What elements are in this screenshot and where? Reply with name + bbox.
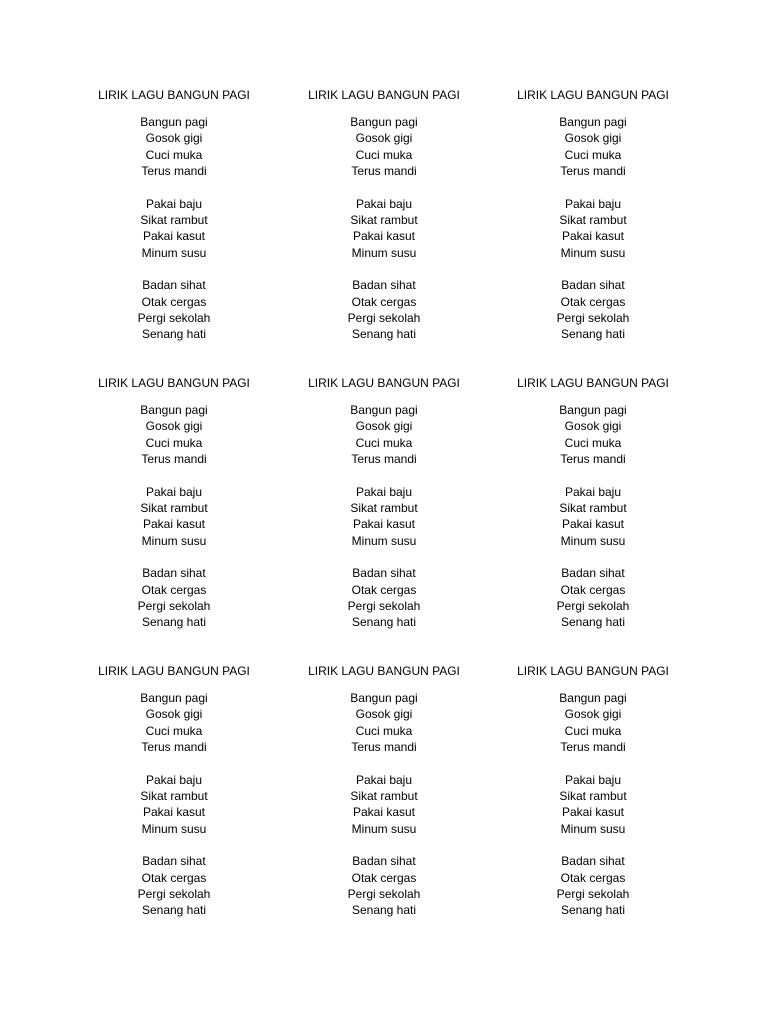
lyrics-line: Gosok gigi bbox=[564, 131, 622, 146]
lyrics-line: Gosok gigi bbox=[145, 419, 203, 434]
lyrics-line: Pakai baju bbox=[145, 484, 203, 499]
lyrics-line: Minum susu bbox=[560, 245, 626, 260]
lyrics-stanza bbox=[488, 484, 698, 550]
lyrics-line: Senang hati bbox=[351, 903, 417, 918]
lyrics-line: Terus mandi bbox=[560, 740, 626, 755]
lyrics-stanza bbox=[69, 690, 279, 756]
lyrics-line: Bangun pagi bbox=[559, 115, 627, 129]
lyrics-line: Pakai kasut bbox=[352, 805, 416, 820]
lyrics-stanza bbox=[69, 484, 279, 550]
lyrics-title: LIRIK LAGU BANGUN PAGI bbox=[308, 664, 460, 678]
lyrics-line: Senang hati bbox=[560, 903, 626, 918]
lyrics-line: Bangun pagi bbox=[350, 691, 418, 705]
lyrics-stanza bbox=[488, 196, 698, 262]
lyrics-line: Terus mandi bbox=[351, 164, 417, 179]
lyrics-line: Badan sihat bbox=[142, 854, 206, 869]
lyrics-line: Terus mandi bbox=[141, 740, 207, 755]
lyrics-line: Senang hati bbox=[351, 327, 417, 342]
lyrics-line: Terus mandi bbox=[141, 452, 207, 467]
lyrics-stanza bbox=[69, 277, 279, 343]
lyrics-line: Terus mandi bbox=[560, 452, 626, 467]
lyrics-block bbox=[279, 87, 489, 343]
lyrics-stanza bbox=[279, 277, 489, 343]
lyrics-line: Sikat rambut bbox=[350, 212, 418, 227]
lyrics-line: Cuci muka bbox=[145, 723, 203, 738]
lyrics-stanza bbox=[279, 772, 489, 838]
lyrics-stanza bbox=[279, 196, 489, 262]
lyrics-line: Cuci muka bbox=[355, 147, 413, 162]
lyrics-stanza bbox=[488, 402, 698, 468]
lyrics-line: Minum susu bbox=[141, 821, 207, 836]
lyrics-line: Gosok gigi bbox=[355, 419, 413, 434]
lyrics-line: Badan sihat bbox=[561, 854, 625, 869]
lyrics-stanza bbox=[488, 690, 698, 756]
lyrics-line: Pakai baju bbox=[564, 484, 622, 499]
lyrics-line: Sikat rambut bbox=[559, 500, 627, 515]
lyrics-line: Pakai baju bbox=[145, 772, 203, 787]
lyrics-line: Senang hati bbox=[141, 615, 207, 630]
lyrics-line: Cuci muka bbox=[145, 435, 203, 450]
lyrics-line: Bangun pagi bbox=[140, 691, 208, 705]
lyrics-line: Sikat rambut bbox=[140, 212, 208, 227]
lyrics-line: Pakai baju bbox=[355, 196, 413, 211]
lyrics-stanza bbox=[279, 690, 489, 756]
lyrics-line: Minum susu bbox=[141, 533, 207, 548]
lyrics-line: Badan sihat bbox=[352, 278, 416, 293]
lyrics-stanza bbox=[69, 402, 279, 468]
lyrics-line: Terus mandi bbox=[351, 452, 417, 467]
lyrics-line: Bangun pagi bbox=[140, 115, 208, 129]
lyrics-block bbox=[488, 663, 698, 919]
lyrics-block bbox=[69, 663, 279, 919]
lyrics-stanza bbox=[279, 402, 489, 468]
lyrics-title: LIRIK LAGU BANGUN PAGI bbox=[308, 376, 460, 390]
lyrics-line: Cuci muka bbox=[564, 435, 622, 450]
lyrics-block bbox=[69, 87, 279, 343]
lyrics-line: Pakai baju bbox=[564, 196, 622, 211]
lyrics-title: LIRIK LAGU BANGUN PAGI bbox=[98, 664, 250, 678]
lyrics-line: Badan sihat bbox=[561, 566, 625, 581]
lyrics-stanza bbox=[279, 484, 489, 550]
lyrics-title: LIRIK LAGU BANGUN PAGI bbox=[517, 664, 669, 678]
lyrics-line: Pergi sekolah bbox=[556, 598, 630, 613]
lyrics-line: Pergi sekolah bbox=[137, 310, 211, 325]
lyrics-line: Cuci muka bbox=[355, 723, 413, 738]
lyrics-block bbox=[488, 87, 698, 343]
lyrics-line: Pakai kasut bbox=[142, 229, 206, 244]
lyrics-line: Minum susu bbox=[560, 821, 626, 836]
lyrics-line: Cuci muka bbox=[564, 723, 622, 738]
lyrics-stanza bbox=[69, 853, 279, 919]
lyrics-line: Pergi sekolah bbox=[137, 598, 211, 613]
lyrics-line: Senang hati bbox=[351, 615, 417, 630]
lyrics-line: Sikat rambut bbox=[559, 788, 627, 803]
lyrics-block bbox=[488, 375, 698, 631]
lyrics-line: Pergi sekolah bbox=[556, 310, 630, 325]
lyrics-line: Otak cergas bbox=[141, 870, 207, 885]
lyrics-line: Bangun pagi bbox=[559, 691, 627, 705]
lyrics-line: Terus mandi bbox=[560, 164, 626, 179]
lyrics-line: Pakai kasut bbox=[561, 517, 625, 532]
lyrics-line: Pakai baju bbox=[564, 772, 622, 787]
lyrics-line: Pakai kasut bbox=[142, 517, 206, 532]
lyrics-line: Pergi sekolah bbox=[347, 886, 421, 901]
lyrics-line: Otak cergas bbox=[141, 582, 207, 597]
lyrics-line: Pakai baju bbox=[355, 484, 413, 499]
lyrics-line: Gosok gigi bbox=[145, 707, 203, 722]
lyrics-line: Bangun pagi bbox=[140, 403, 208, 417]
lyrics-line: Pergi sekolah bbox=[556, 886, 630, 901]
lyrics-line: Pakai kasut bbox=[561, 805, 625, 820]
lyrics-line: Cuci muka bbox=[355, 435, 413, 450]
lyrics-stanza bbox=[69, 772, 279, 838]
lyrics-line: Pergi sekolah bbox=[347, 598, 421, 613]
lyrics-stanza bbox=[69, 565, 279, 631]
lyrics-line: Senang hati bbox=[141, 327, 207, 342]
lyrics-line: Senang hati bbox=[141, 903, 207, 918]
lyrics-stanza bbox=[69, 114, 279, 180]
lyrics-block bbox=[279, 375, 489, 631]
lyrics-stanza bbox=[279, 114, 489, 180]
lyrics-title: LIRIK LAGU BANGUN PAGI bbox=[517, 88, 669, 102]
lyrics-line: Badan sihat bbox=[142, 278, 206, 293]
lyrics-line: Bangun pagi bbox=[559, 403, 627, 417]
lyrics-stanza bbox=[488, 853, 698, 919]
lyrics-line: Pakai kasut bbox=[561, 229, 625, 244]
lyrics-line: Terus mandi bbox=[141, 164, 207, 179]
lyrics-title: LIRIK LAGU BANGUN PAGI bbox=[98, 376, 250, 390]
lyrics-line: Pakai baju bbox=[355, 772, 413, 787]
lyrics-line: Gosok gigi bbox=[564, 419, 622, 434]
lyrics-title: LIRIK LAGU BANGUN PAGI bbox=[308, 88, 460, 102]
lyrics-line: Sikat rambut bbox=[559, 212, 627, 227]
lyrics-line: Badan sihat bbox=[352, 566, 416, 581]
lyrics-line: Badan sihat bbox=[352, 854, 416, 869]
lyrics-line: Minum susu bbox=[351, 533, 417, 548]
lyrics-block bbox=[69, 375, 279, 631]
lyrics-stanza bbox=[488, 565, 698, 631]
lyrics-line: Minum susu bbox=[560, 533, 626, 548]
lyrics-line: Otak cergas bbox=[351, 294, 417, 309]
lyrics-line: Gosok gigi bbox=[355, 707, 413, 722]
lyrics-stanza bbox=[69, 196, 279, 262]
lyrics-line: Pakai kasut bbox=[352, 229, 416, 244]
lyrics-line: Pakai kasut bbox=[352, 517, 416, 532]
lyrics-line: Gosok gigi bbox=[355, 131, 413, 146]
lyrics-line: Senang hati bbox=[560, 327, 626, 342]
lyrics-line: Otak cergas bbox=[351, 582, 417, 597]
lyrics-title: LIRIK LAGU BANGUN PAGI bbox=[517, 376, 669, 390]
lyrics-line: Badan sihat bbox=[142, 566, 206, 581]
lyrics-line: Bangun pagi bbox=[350, 403, 418, 417]
lyrics-line: Bangun pagi bbox=[350, 115, 418, 129]
lyrics-line: Senang hati bbox=[560, 615, 626, 630]
lyrics-line: Minum susu bbox=[141, 245, 207, 260]
lyrics-line: Sikat rambut bbox=[140, 788, 208, 803]
lyrics-line: Minum susu bbox=[351, 245, 417, 260]
lyrics-line: Pergi sekolah bbox=[137, 886, 211, 901]
lyrics-stanza bbox=[488, 772, 698, 838]
lyrics-line: Sikat rambut bbox=[350, 788, 418, 803]
lyrics-stanza bbox=[488, 277, 698, 343]
lyrics-line: Gosok gigi bbox=[564, 707, 622, 722]
lyrics-line: Cuci muka bbox=[145, 147, 203, 162]
lyrics-line: Sikat rambut bbox=[350, 500, 418, 515]
lyrics-line: Otak cergas bbox=[560, 870, 626, 885]
lyrics-line: Terus mandi bbox=[351, 740, 417, 755]
lyrics-line: Minum susu bbox=[351, 821, 417, 836]
lyrics-line: Pergi sekolah bbox=[347, 310, 421, 325]
lyrics-line: Otak cergas bbox=[351, 870, 417, 885]
lyrics-line: Pakai baju bbox=[145, 196, 203, 211]
lyrics-line: Otak cergas bbox=[141, 294, 207, 309]
lyrics-line: Otak cergas bbox=[560, 582, 626, 597]
lyrics-line: Pakai kasut bbox=[142, 805, 206, 820]
lyrics-stanza bbox=[279, 565, 489, 631]
lyrics-line: Sikat rambut bbox=[140, 500, 208, 515]
lyrics-block bbox=[279, 663, 489, 919]
lyrics-line: Cuci muka bbox=[564, 147, 622, 162]
lyrics-stanza bbox=[279, 853, 489, 919]
lyrics-stanza bbox=[488, 114, 698, 180]
lyrics-title: LIRIK LAGU BANGUN PAGI bbox=[98, 88, 250, 102]
lyrics-line: Gosok gigi bbox=[145, 131, 203, 146]
lyrics-line: Badan sihat bbox=[561, 278, 625, 293]
lyrics-line: Otak cergas bbox=[560, 294, 626, 309]
